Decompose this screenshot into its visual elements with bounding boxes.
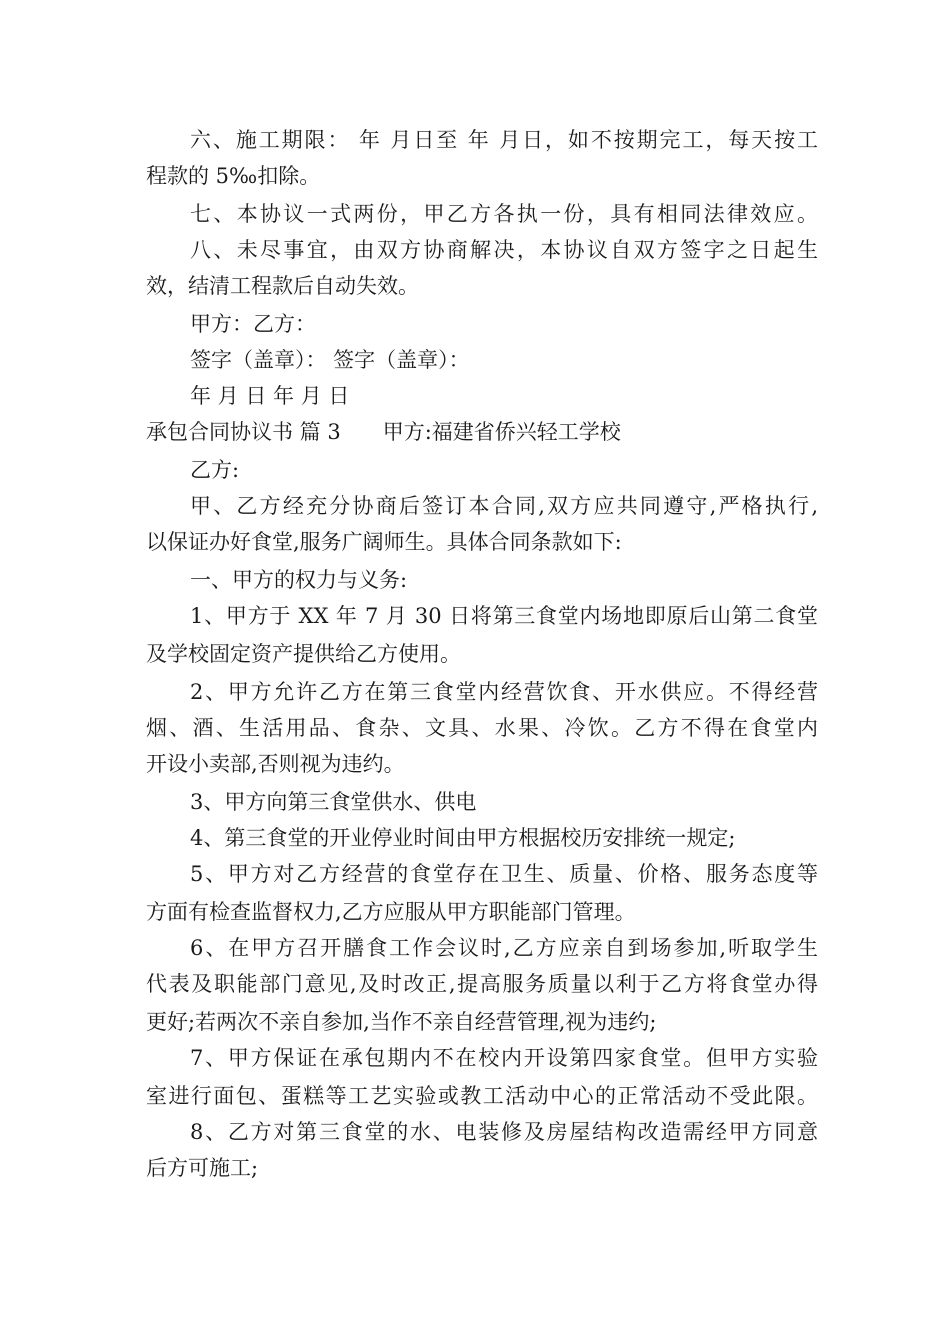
item-2-line-1: 2、甲方允许乙方在第三食堂内经营饮食、开水供应。不得经营 [190, 680, 818, 704]
clause-8-line-2: 效，结清工程款后自动失效。 [146, 274, 419, 298]
item-7-line-2: 室进行面包、蛋糕等工艺实验或教工活动中心的正常活动不受此限。 [146, 1084, 818, 1108]
item-8-line-2: 后方可施工; [146, 1156, 259, 1180]
clause-7-line: 七、本协议一式两份，甲乙方各执一份，具有相同法律效应。 [190, 202, 818, 226]
party-b-line: 乙方: [190, 458, 240, 482]
item-6-line-2: 代表及职能部门意见,及时改正,提高服务质量以利于乙方将食堂办得 [146, 972, 818, 996]
parties-line: 甲方：乙方： [190, 312, 316, 336]
item-4-line: 4、第三食堂的开业停业时间由甲方根据校历安排统一规定; [190, 826, 736, 850]
intro-line-1: 甲、乙方经充分协商后签订本合同,双方应共同遵守,严格执行, [190, 494, 818, 518]
intro-line-2: 以保证办好食堂,服务广阔师生。具体合同条款如下: [146, 530, 622, 554]
item-1-line-1: 1、甲方于 XX 年 7 月 30 日将第三食堂内场地即原后山第二食堂 [190, 604, 818, 628]
clause-6-line-1: 六、施工期限： 年 月日至 年 月日，如不按期完工，每天按工 [190, 128, 818, 152]
section-title-line: 承包合同协议书 篇 3 甲方:福建省侨兴轻工学校 [146, 420, 621, 444]
item-2-line-2: 烟、酒、生活用品、食杂、文具、水果、冷饮。乙方不得在食堂内 [146, 716, 818, 740]
item-6-line-3: 更好;若两次不亲自参加,当作不亲自经营管理,视为违约; [146, 1010, 657, 1034]
item-6-line-1: 6、在甲方召开膳食工作会议时,乙方应亲自到场参加,听取学生 [190, 936, 818, 960]
item-2-line-3: 开设小卖部,否则视为违约。 [146, 752, 405, 776]
item-3-line: 3、甲方向第三食堂供水、供电 [190, 790, 477, 814]
item-8-line-1: 8、乙方对第三食堂的水、电装修及房屋结构改造需经甲方同意 [190, 1120, 818, 1144]
signature-line: 签字（盖章）： 签字（盖章）： [190, 348, 470, 372]
item-7-line-1: 7、甲方保证在承包期内不在校内开设第四家食堂。但甲方实验 [190, 1046, 818, 1070]
section-heading: 一、甲方的权力与义务: [190, 568, 408, 592]
item-5-line-2: 方面有检查监督权力,乙方应服从甲方职能部门管理。 [146, 900, 636, 924]
clause-6-line-2: 程款的 5‰扣除。 [146, 164, 321, 188]
item-5-line-1: 5、甲方对乙方经营的食堂存在卫生、质量、价格、服务态度等 [190, 862, 818, 886]
date-line: 年 月 日 年 月 日 [190, 384, 350, 408]
clause-8-line-1: 八、未尽事宜，由双方协商解决，本协议自双方签字之日起生 [190, 238, 818, 262]
item-1-line-2: 及学校固定资产提供给乙方使用。 [146, 642, 461, 666]
